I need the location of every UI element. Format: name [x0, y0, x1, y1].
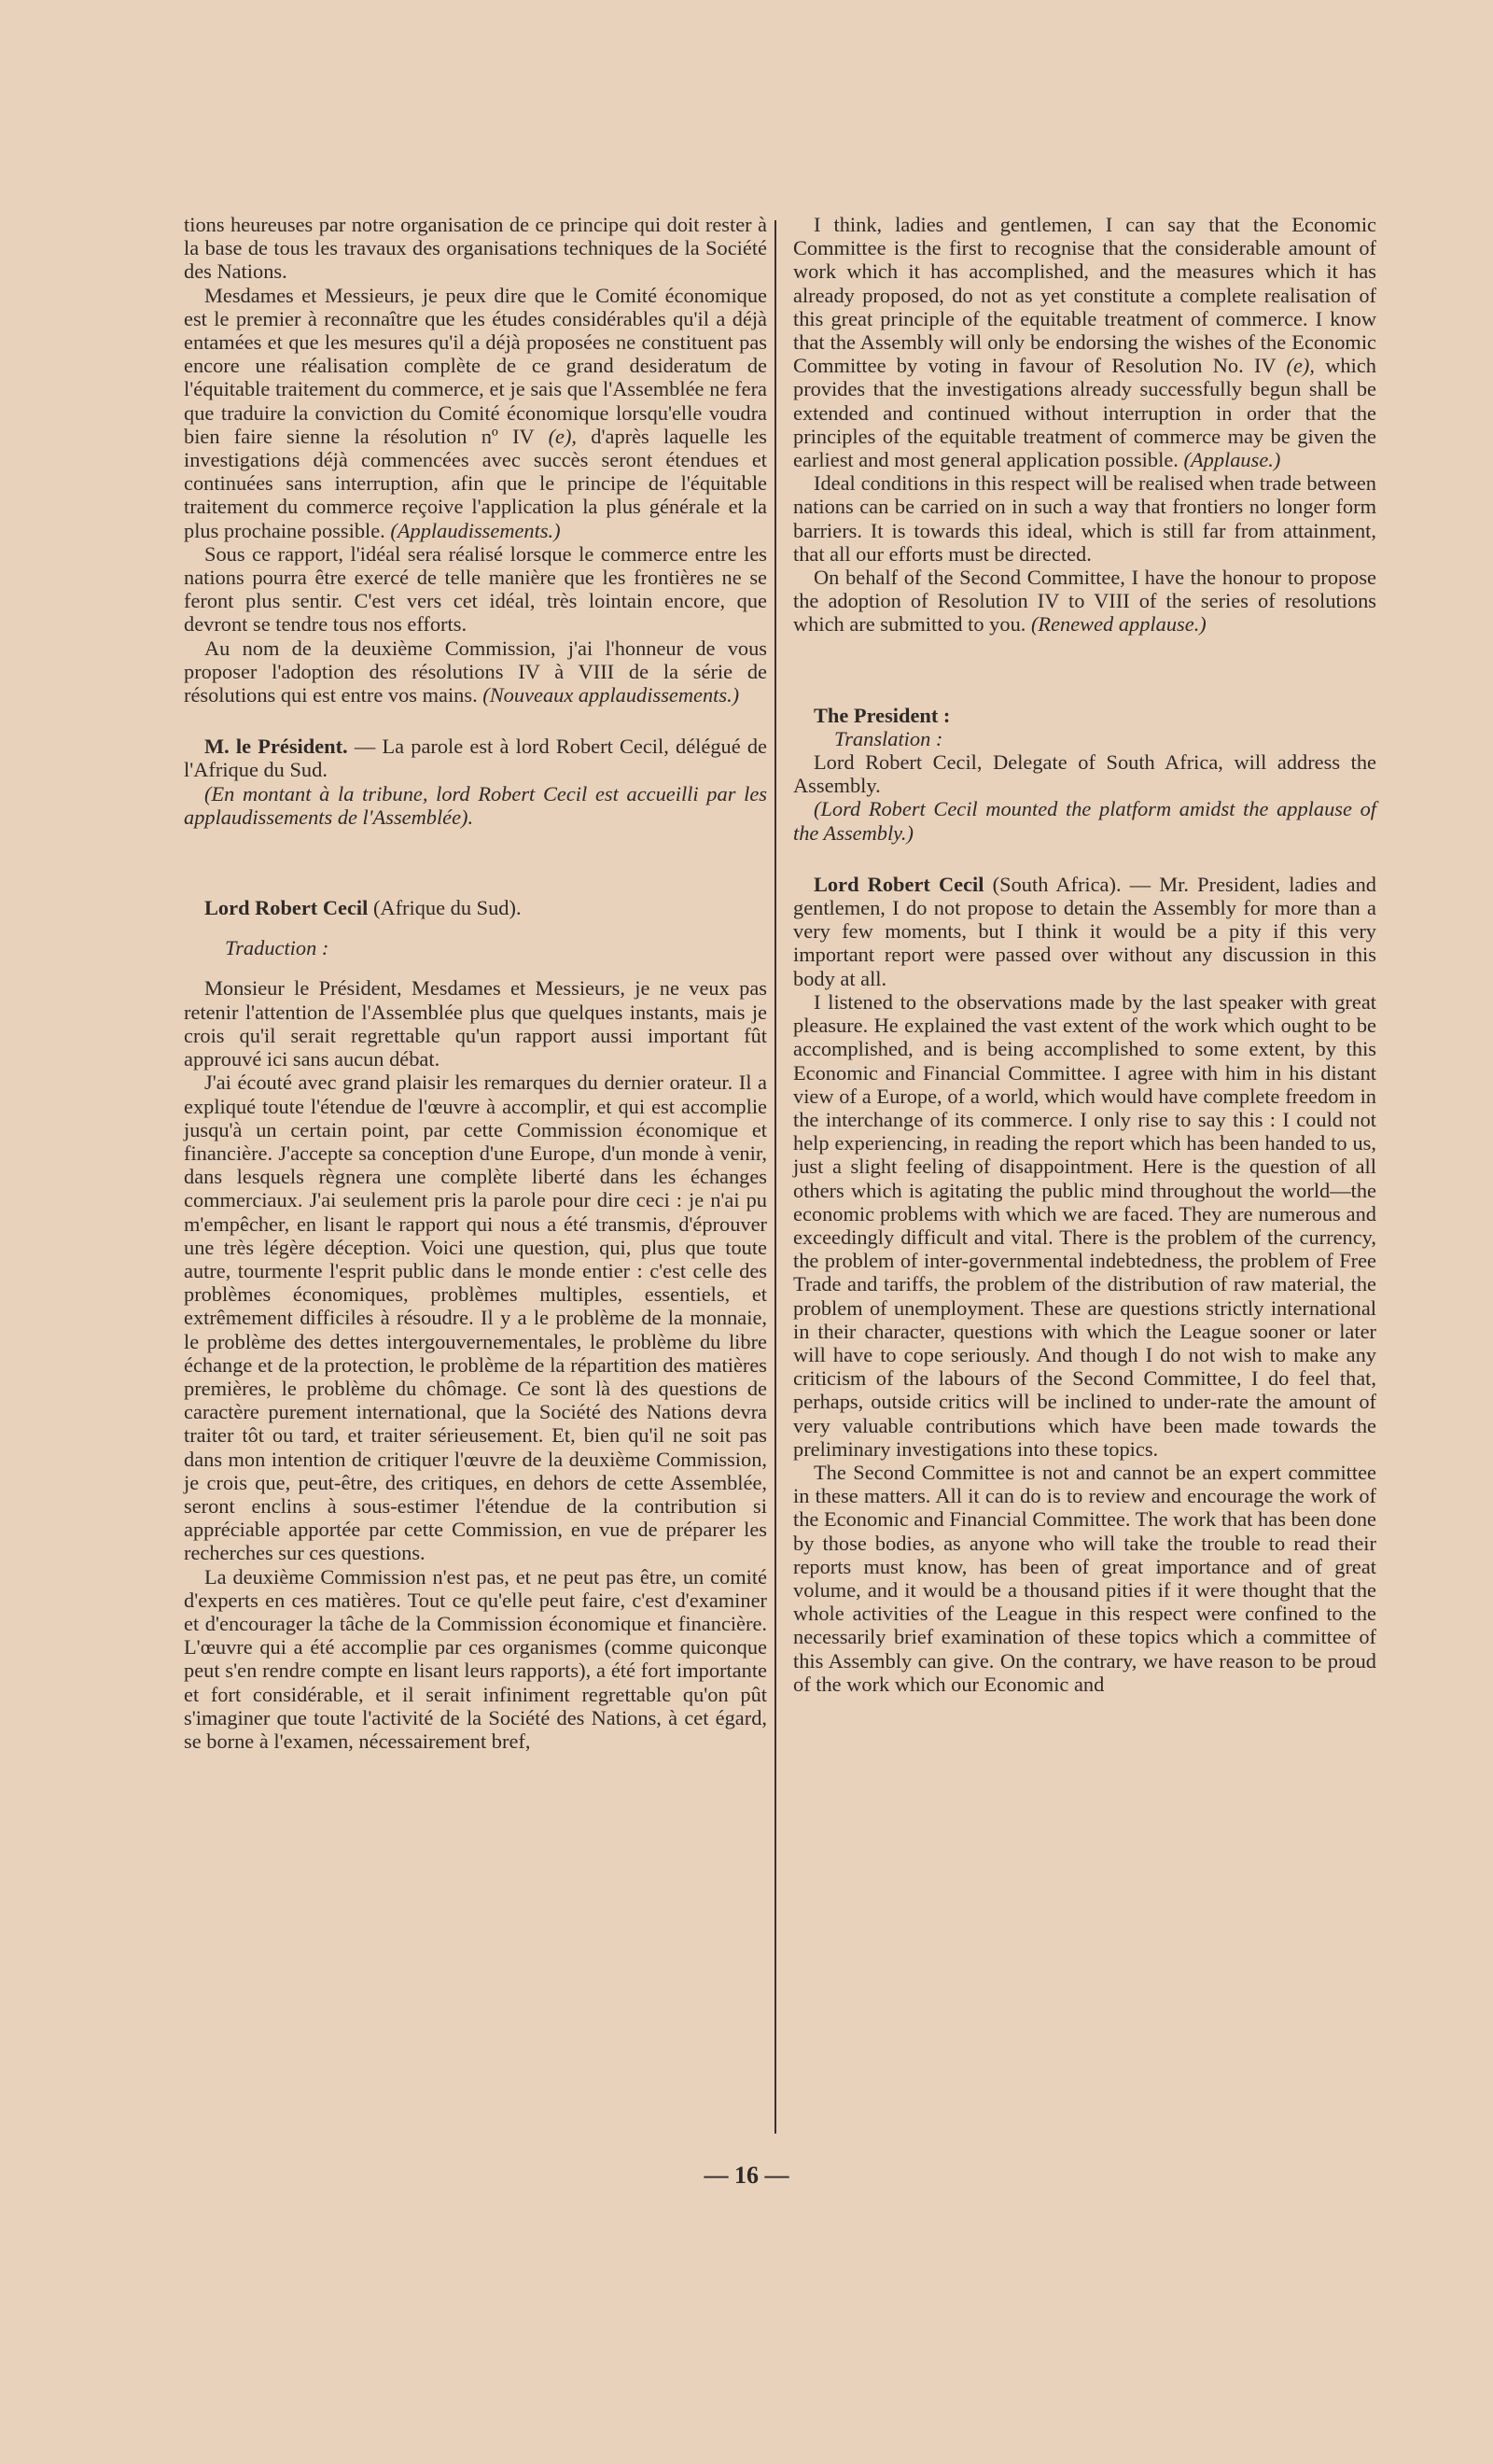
english-column: [793, 213, 1376, 1696]
en-paragraph-1: I think, ladies and gentlemen, I can say that the Economic Committee is the first to recognise that the considerable amount of work which it has accomplished, and the measures which it has already proposed, do not as yet constitute a complete realisation of this great principle of the equitable treatment of commerce. I know that the Assembly will only be endorsing the wishes of the Economic Committee by voting in favour of Resolution No. IV (e), which provides that the investigations already successfully begun shall be extended and continued without interruption in order that the principles of the equitable treatment of commerce may be given the earliest and most general application possible. (Applause.): [793, 213, 1376, 472]
fr-paragraph-3: Sous ce rapport, l'idéal sera réalisé lorsque le commerce entre les nations pourra être exercé de telle manière que les frontières ne se feront plus sentir. C'est vers cet idéal, très lointain encore, que devront se tendre tous nos efforts.: [184, 541, 767, 637]
en-president-heading: The President :: [814, 703, 951, 727]
fr-stage-direction: (En montant à la tribune, lord Robert Cecil est accueilli par les applaudissements de l'Assemblée).: [184, 781, 767, 829]
fr-paragraph-2: Mesdames et Messieurs, je peux dire que le Comité économique est le premier à reconnaître que les études considérables qu'il a déjà entamées et que les mesures qu'il a déjà proposées ne constituent pas encore une réalisation complète de ce grand desideratum de l'équitable traitement du commerce, et je sais que l'Assemblée ne fera que traduire la conviction du Comité économique lorsqu'elle voudra bien faire sienne la résolution nº IV (e), d'après laquelle les investigations déjà commencées avec succès seront étendues et continuées sans interruption, afin que le principe de l'équitable traitement du commerce reçoive l'application la plus générale et la plus prochaine possible. (Applaudissements.): [184, 283, 767, 542]
column-divider: [774, 220, 776, 2134]
en-paragraph-3: On behalf of the Second Committee, I have the honour to propose the adoption of Resolution IV to VIII of the series of resolutions which are submitted to you. (Renewed applause.): [793, 566, 1376, 637]
fr-speaker-heading: Lord Robert Cecil (Afrique du Sud).: [204, 896, 522, 920]
page-number: — 16 —: [704, 2162, 789, 2189]
en-cecil-paragraph-1: Lord Robert Cecil (South Africa). — Mr. President, ladies and gentlemen, I do not propose to detain the Assembly for more than a very few moments, but I think it would be a pity if this very important report were passed over without any discussion in this body at all.: [793, 872, 1376, 990]
en-paragraph-2: Ideal conditions in this respect will be realised when trade between nations can be carried on in such a way that frontiers no longer form barriers. It is towards this ideal, which is still far from attainment, that all our efforts must be directed.: [793, 471, 1376, 566]
fr-paragraph-4: Au nom de la deuxième Commission, j'ai l'honneur de vous proposer l'adoption des résolutions IV à VIII de la série de résolutions qui est entre vos mains. (Nouveaux applaudissements.): [184, 636, 767, 707]
en-president-speech: Lord Robert Cecil, Delegate of South Africa, will address the Assembly.: [793, 750, 1376, 798]
fr-cecil-paragraph-3: La deuxième Commission n'est pas, et ne peut pas être, un comité d'experts en ces matières. Tout ce qu'elle peut faire, c'est d'examiner et d'encourager la tâche de la Commission économique et financière. L'œuvre qui a été accomplie par ces organismes (comme quiconque peut s'en rendre compte en lisant leurs rapports), a été fort importante et fort considérable, et il serait infiniment regrettable qu'on pût s'imaginer que toute l'activité de la Société des Nations, à cet égard, se borne à l'examen, nécessairement bref,: [184, 1564, 767, 1753]
fr-cecil-paragraph-1: Monsieur le Président, Mesdames et Messieurs, je ne veux pas retenir l'attention de l'Assemblée plus que quelques instants, mais je crois qu'il serait regrettable qu'un rapport aussi important fût approuvé ici sans aucun débat.: [184, 976, 767, 1071]
en-cecil-paragraph-2: I listened to the observations made by the last speaker with great pleasure. He explained the vast extent of the work which ought to be accomplished, and is being accomplished to some extent, by this Economic and Financial Committee. I agree with him in his distant view of a Europe, of a world, which would have complete freedom in the interchange of its commerce. I only rise to say this : I could not help experiencing, in reading the report which has been handed to us, just a slight feeling of disappointment. Here is the question of all others which is agitating the public mind throughout the world—the economic problems with which we are faced. They are numerous and exceedingly difficult and vital. There is the problem of the currency, the problem of inter-governmental indebtedness, the problem of Free Trade and tariffs, the problem of the distribution of raw material, the problem of unemployment. These are questions strictly international in their character, questions with which the League sooner or later will have to cope seriously. And though I do not wish to make any criticism of the labours of the Second Committee, I do feel that, perhaps, outside critics will be inclined to under-rate the amount of very valuable contributions which have been made towards the preliminary investigations into these topics.: [793, 989, 1376, 1461]
fr-translation-label: Traduction :: [225, 936, 329, 960]
en-translation-label: Translation :: [834, 726, 943, 750]
en-stage-direction: (Lord Robert Cecil mounted the platform amidst the applause of the Assembly.): [793, 797, 1376, 845]
fr-paragraph-1: tions heureuses par notre organisation de ce principe qui doit rester à la base de tous les travaux des organisations techniques de la Société des Nations.: [184, 213, 767, 284]
french-column: [184, 213, 767, 1753]
fr-president-speech: M. le Président. — La parole est à lord Robert Cecil, délégué de l'Afrique du Sud.: [184, 735, 767, 782]
fr-cecil-paragraph-2: J'ai écouté avec grand plaisir les remarques du dernier orateur. Il a expliqué toute l'étendue de l'œuvre à accomplir, et qui est accomplie jusqu'à un certain point, par cette Commission économique et financière. J'accepte sa conception d'une Europe, d'un monde à venir, dans lesquels règnera une complète liberté dans les échanges commerciaux. J'ai seulement pris la parole pour dire ceci : je n'ai pu m'empêcher, en lisant le rapport qui nous a été transmis, d'éprouver une très légère déception. Voici une question, qui, plus que toute autre, tourmente l'esprit public dans le monde entier : c'est celle des problèmes économiques, problèmes multiples, essentiels, et extrêmement difficiles à résoudre. Il y a le problème de la monnaie, le problème des dettes intergouvernementales, le problème du libre échange et de la protection, le problème de la répartition des matières premières, le problème du chômage. Ce sont là des questions de caractère purement international, que la Société des Nations devra traiter tôt ou tard, et traiter sérieusement. Et, bien qu'il ne soit pas dans mon intention de critiquer l'œuvre de la deuxième Commission, je crois que, peut-être, des critiques, en dehors de cette Assemblée, seront enclins à sous-estimer l'étendue de la contribution si appréciable apportée par cette Commission, en vue de préparer les recherches sur ces questions.: [184, 1071, 767, 1565]
en-cecil-paragraph-3: The Second Committee is not and cannot be an expert committee in these matters. All it can do is to review and encourage the work of the Economic and Financial Committee. The work that has been done by those bodies, as anyone who will take the trouble to read their reports must know, has been of great importance and of great volume, and it would be a thousand pities if it were thought that the whole activities of the League in this respect were confined to the necessarily brief examination of these topics which a committee of this Assembly can give. On the contrary, we have reason to be proud of the work which our Economic and: [793, 1460, 1376, 1696]
